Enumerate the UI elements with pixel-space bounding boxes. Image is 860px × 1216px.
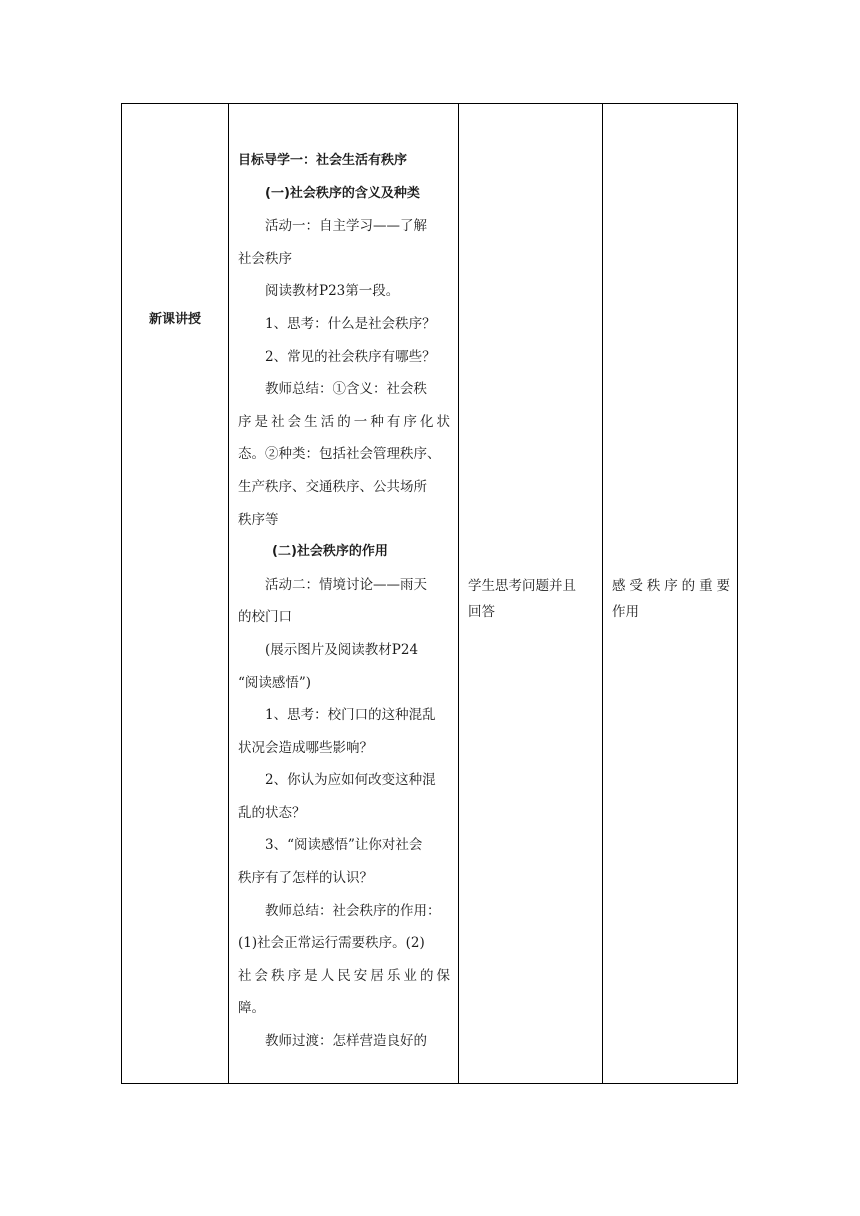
design-intent-line: 作用: [612, 604, 639, 620]
content-line: (1)社会正常运行需要秩序。(2): [238, 935, 425, 952]
content-line: 状况会造成哪些影响？: [238, 739, 373, 756]
content-line: 教师总结：①含义：社会秩: [265, 381, 427, 398]
content-line: (一)社会秩序的含义及种类: [265, 185, 420, 201]
content-line: 活动一：自主学习——了解: [265, 218, 427, 235]
lesson-table: [121, 103, 738, 1084]
design-intent-cell: [612, 573, 730, 625]
content-line: 秩序有了怎样的认识？: [238, 870, 373, 887]
student-activity-line: 回答: [468, 604, 495, 620]
content-line: 3、“阅读感悟”让你对社会: [265, 837, 423, 854]
content-line: 活动二：情境讨论——雨天: [265, 576, 427, 593]
content-line: 序是社会生活的一种有序化状: [238, 413, 450, 430]
content-line: 的校门口: [238, 609, 292, 626]
content-line: 教师过渡：怎样营造良好的: [265, 1033, 427, 1050]
column-divider: [602, 104, 603, 1083]
content-line: 障。: [238, 1000, 265, 1017]
student-activity-line: 学生思考问题并且: [468, 578, 576, 594]
design-intent-line: 感受秩序的重要: [612, 578, 730, 594]
content-line: 社会秩序是人民安居乐业的保: [238, 967, 450, 984]
content-line: 社会秩序: [238, 250, 292, 267]
content-line: 2、你认为应如何改变这种混: [265, 772, 436, 789]
content-line: (二)社会秩序的作用: [272, 544, 388, 560]
column-divider: [228, 104, 229, 1083]
content-line: 生产秩序、交通秩序、公共场所: [238, 478, 427, 495]
content-line: 1、思考：什么是社会秩序？: [265, 315, 436, 332]
content-line: 秩序等: [238, 511, 279, 528]
content-line: 态。②种类：包括社会管理秩序、: [238, 446, 441, 463]
content-line: (展示图片及阅读教材P24: [265, 641, 419, 658]
teaching-content: [238, 145, 450, 1058]
student-activity-cell: [468, 573, 590, 625]
section-label: 新课讲授: [148, 312, 201, 327]
column-divider: [458, 104, 459, 1083]
content-line: “阅读感悟”): [238, 674, 312, 691]
content-line: 1、思考：校门口的这种混乱: [265, 707, 436, 724]
content-line: 乱的状态？: [238, 804, 306, 821]
content-line: 阅读教材P23第一段。: [265, 283, 400, 300]
content-line: 教师总结：社会秩序的作用：: [265, 902, 441, 919]
content-line: 2、常见的社会秩序有哪些？: [265, 348, 436, 365]
content-line: 目标导学一：社会生活有秩序: [238, 153, 408, 168]
